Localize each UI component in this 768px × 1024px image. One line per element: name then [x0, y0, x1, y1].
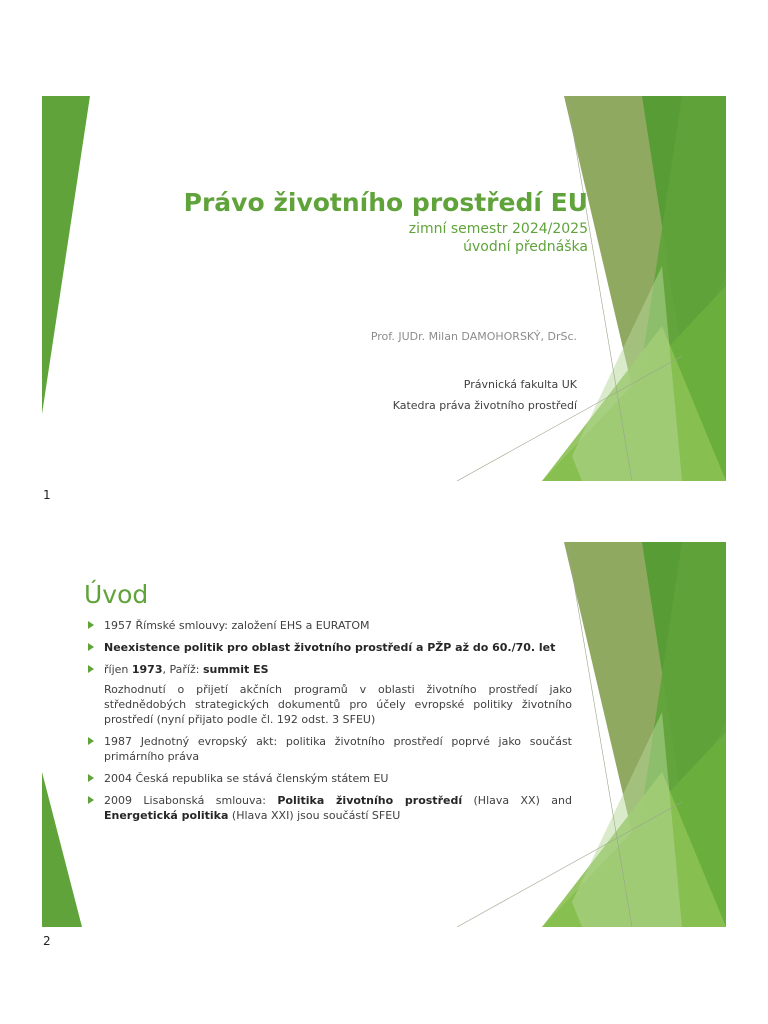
list-item — [88, 734, 572, 764]
right-triangle-icon — [88, 737, 94, 745]
list-item — [88, 682, 572, 727]
right-triangle-icon — [88, 665, 94, 673]
list-item-text: Politika životního prostředí — [277, 794, 463, 807]
lecture-label: úvodní přednáška — [463, 239, 588, 255]
list-item-text: (Hlava XX) and — [462, 794, 572, 807]
page-number: 1 — [43, 488, 51, 502]
author-name: Prof. JUDr. Milan DAMOHORSKÝ, DrSc. — [370, 330, 577, 343]
list-item-text: 1957 Římské smlouvy: založení EHS a EURATOM — [104, 619, 370, 632]
list-item — [88, 662, 572, 677]
list-item-text: summit ES — [202, 663, 269, 676]
slide-1 — [42, 96, 726, 481]
list-item-text: 2009 Lisabonská smlouva: — [104, 794, 278, 807]
right-triangle-icon — [88, 621, 94, 629]
slide-1-decoration — [42, 96, 726, 481]
list-item-text: 2004 Česká republika se stává členským státem EU — [104, 772, 389, 785]
right-triangle-icon — [88, 796, 94, 804]
slide-title: Úvod — [84, 580, 149, 609]
page-number: 2 — [43, 934, 51, 948]
list-item-text: Neexistence politik pro oblast životního prostředí a PŽP až do 60./70. let — [104, 641, 556, 654]
list-item — [88, 771, 572, 786]
list-item-text: , Paříž: — [162, 663, 203, 676]
faculty-label: Právnická fakulta UK — [463, 378, 577, 391]
list-item-text: říjen — [104, 663, 132, 676]
list-item-text: (Hlava XXI) jsou součástí SFEU — [228, 809, 401, 822]
left-green-shard — [42, 692, 82, 927]
presentation-title: Právo životního prostředí EU — [183, 188, 588, 217]
right-triangle-icon — [88, 774, 94, 782]
list-item — [88, 618, 572, 633]
right-triangle-icon — [88, 643, 94, 651]
department-label: Katedra práva životního prostředí — [392, 399, 577, 412]
list-item-text: Rozhodnutí o přijetí akčních programů v oblasti životního prostředí jako střednědobých strategických dokumentů pro účely evropské politiky životního prostředí (nyní přijato podle čl. 192 odst. 3 SFEU) — [104, 683, 572, 726]
left-green-shard — [42, 96, 90, 414]
list-item-text: 1973 — [131, 663, 163, 676]
list-item-text: 1987 Jednotný evropský akt: politika životního prostředí poprvé jako součást primárního práva — [104, 735, 572, 763]
bullet-list — [88, 618, 572, 830]
list-item-text: Energetická politika — [104, 809, 229, 822]
list-item — [88, 640, 572, 655]
affiliation — [393, 374, 577, 416]
list-item — [88, 793, 572, 823]
presentation-subtitle — [409, 220, 588, 256]
semester-label: zimní semestr 2024/2025 — [408, 221, 588, 237]
slide-2 — [42, 542, 726, 927]
